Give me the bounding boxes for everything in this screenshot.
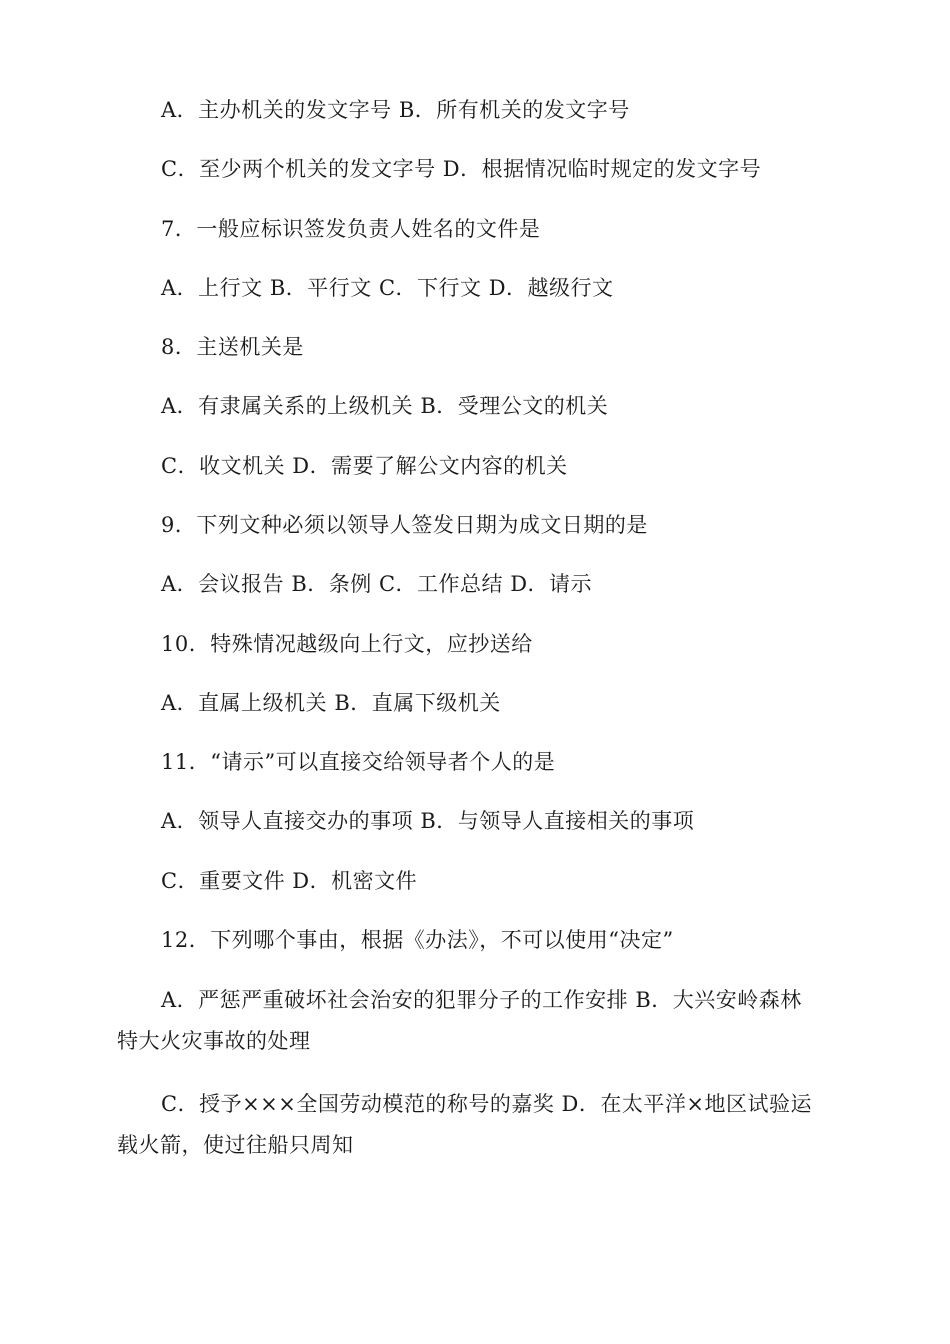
question-7: 7．一般应标识签发负责人姓名的文件是	[161, 217, 541, 241]
option-line-q11-ab: A．领导人直接交办的事项 B．与领导人直接相关的事项	[161, 809, 695, 833]
option-line-q9: A．会议报告 B．条例 C．工作总结 D．请示	[161, 572, 593, 596]
option-line-q6-ab: A．主办机关的发文字号 B．所有机关的发文字号	[161, 98, 630, 122]
question-10: 10．特殊情况越级向上行文，应抄送给	[161, 632, 533, 656]
option-line-q10: A．直属上级机关 B．直属下级机关	[161, 691, 501, 715]
option-para-q12-cd: C．授予×××全国劳动模范的称号的嘉奖 D．在太平洋×地区试验运载火箭，使过往船只周知	[117, 1092, 812, 1157]
option-line-q7: A．上行文 B．平行文 C．下行文 D．越级行文	[161, 276, 614, 300]
option-para-q12-ab: A．严惩严重破坏社会治安的犯罪分子的工作安排 B．大兴安岭森林特大火灾事故的处理	[117, 988, 802, 1053]
question-8: 8．主送机关是	[161, 335, 304, 359]
option-line-q8-ab: A．有隶属关系的上级机关 B．受理公文的机关	[161, 394, 609, 418]
question-11: 11．“请示”可以直接交给领导者个人的是	[161, 750, 556, 774]
question-12: 12．下列哪个事由，根据《办法》，不可以使用“决定”	[161, 928, 674, 952]
option-line-q8-cd: C．收文机关 D．需要了解公文内容的机关	[161, 454, 568, 478]
option-line-q6-cd: C．至少两个机关的发文字号 D．根据情况临时规定的发文字号	[161, 157, 762, 181]
option-line-q11-cd: C．重要文件 D．机密文件	[161, 869, 418, 893]
question-9: 9．下列文种必须以领导人签发日期为成文日期的是	[161, 513, 648, 537]
